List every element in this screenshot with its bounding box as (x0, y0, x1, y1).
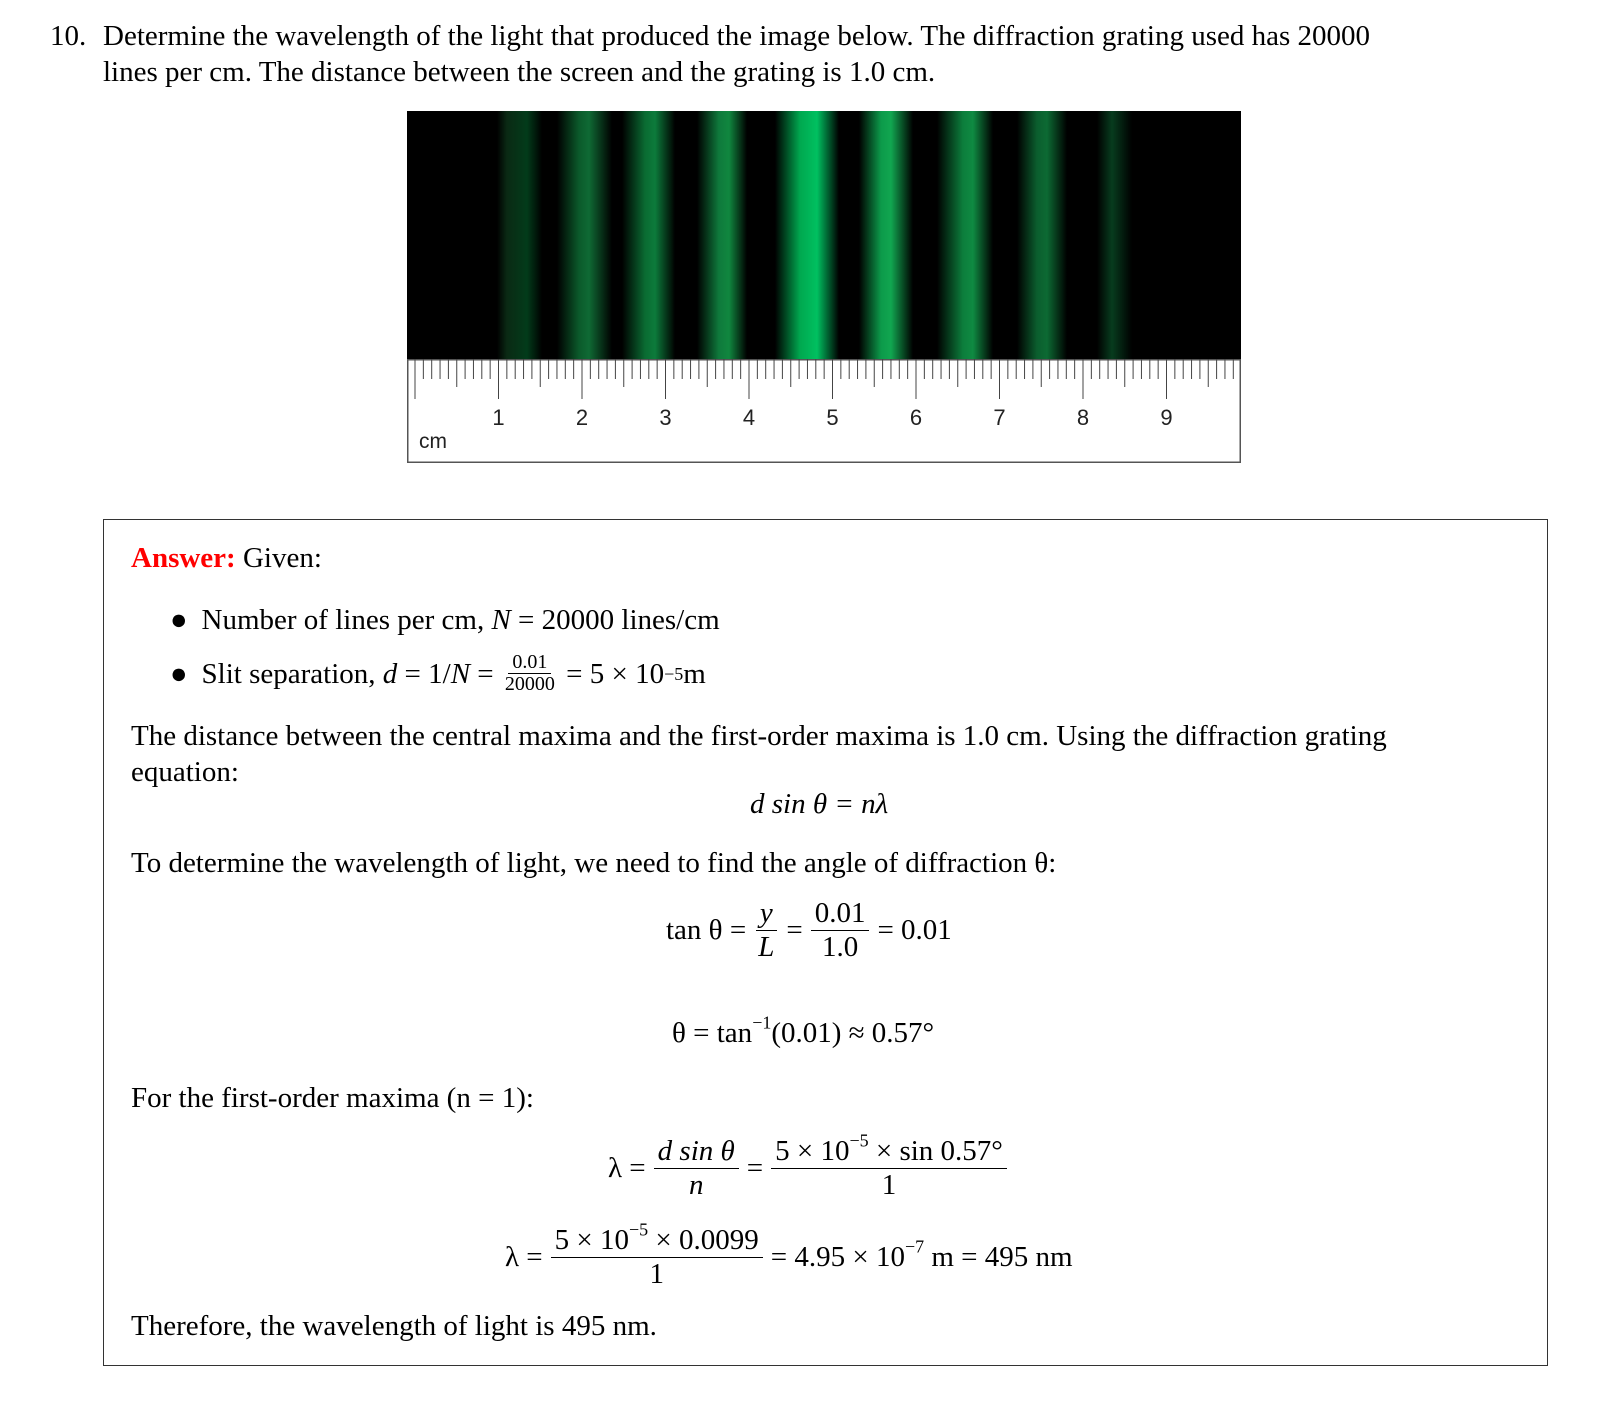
bullet-dot: ● (170, 657, 188, 690)
ruler (407, 359, 1241, 463)
answer-heading (131, 540, 322, 576)
bullet-1: ● Number of lines per cm, N = 20000 lines/cm (170, 604, 720, 636)
paragraph-1-line-2: equation: (131, 756, 239, 788)
question-line-2: lines per cm. The distance between the screen and the grating is 1.0 cm. (103, 56, 936, 88)
ruler-tick-label: 2 (575, 405, 589, 430)
wavelength-equation-2: λ = $\frac{5 \times 10^{-5} \times 0.0099}{1}$ = $4.95 \times 10^{-7}$ m = 495 nm (505, 1219, 1073, 1290)
wavelength-equation-1: λ = $\frac{\text{d sin θ}}{n}$ = $\frac{5 \times 10^{-5} \times \sin 0.57^\circ}{1}$ (608, 1135, 1007, 1202)
question-line-1: Determine the wavelength of the light that produced the image below. The diffraction grating used has 20000 (103, 20, 1371, 52)
slit-fraction: $\frac{0.01}{20000}$ (504, 651, 555, 695)
bullet-2: ● Slit separation, d = 1/ N = $\frac{0.01}{20000}$ = 5 × 10 −5 m (170, 651, 706, 695)
substituted-fraction: $\frac{5 \times 10^{-5} \times \sin 0.57^\circ}{1}$ (771, 1135, 1007, 1202)
ruler-tick-label: 8 (1076, 405, 1090, 430)
ruler-tick-label: 7 (993, 405, 1006, 430)
numeric-fraction: $\frac{5 \times 10^{-5} \times 0.0099}{1}$ (551, 1224, 763, 1291)
answer-label: Answer: (131, 542, 236, 574)
theta-equation: $\theta = \tan^{-1}(0.01) \approx 0.57^\circ$ (672, 1012, 935, 1049)
dsin-over-n-fraction: $\frac{\text{d sin θ}}{n}$ (654, 1135, 739, 1202)
ruler-tick-label: 4 (742, 405, 756, 430)
ruler-tick-label: 9 (1160, 405, 1173, 430)
diffraction-pattern (407, 111, 1241, 359)
distance-fraction: $\frac{0.01}{1.0}$ (811, 897, 870, 964)
ruler-tick-label: 3 (659, 405, 672, 430)
paragraph-2: To determine the wavelength of light, we need to find the angle of diffraction θ: (131, 847, 1057, 879)
first-order-label: For the first-order maxima (n = 1): (131, 1082, 534, 1114)
paragraph-1-line-1: The distance between the central maxima and the first-order maxima is 1.0 cm. Using the diffraction grating (131, 720, 1387, 752)
ruler-unit-label: cm (419, 430, 447, 453)
question-number: 10. (50, 20, 87, 52)
bullet-dot: ● (170, 604, 188, 636)
ruler-tick-label: 6 (909, 405, 923, 430)
y-over-L-fraction: $\frac{y}{L}$ (754, 897, 778, 964)
tan-equation: tan θ = $\frac{y}{L}$ = $\frac{0.01}{1.0}$ = 0.01 (666, 897, 952, 963)
conclusion: Therefore, the wavelength of light is 495 nm. (131, 1310, 657, 1342)
ruler-tick-label: 1 (492, 405, 505, 430)
given-label: Given: (242, 542, 322, 574)
diffraction-figure (407, 111, 1241, 463)
ruler-tick-label: 5 (826, 405, 839, 430)
grating-equation: d sin θ = nλ (750, 788, 889, 820)
